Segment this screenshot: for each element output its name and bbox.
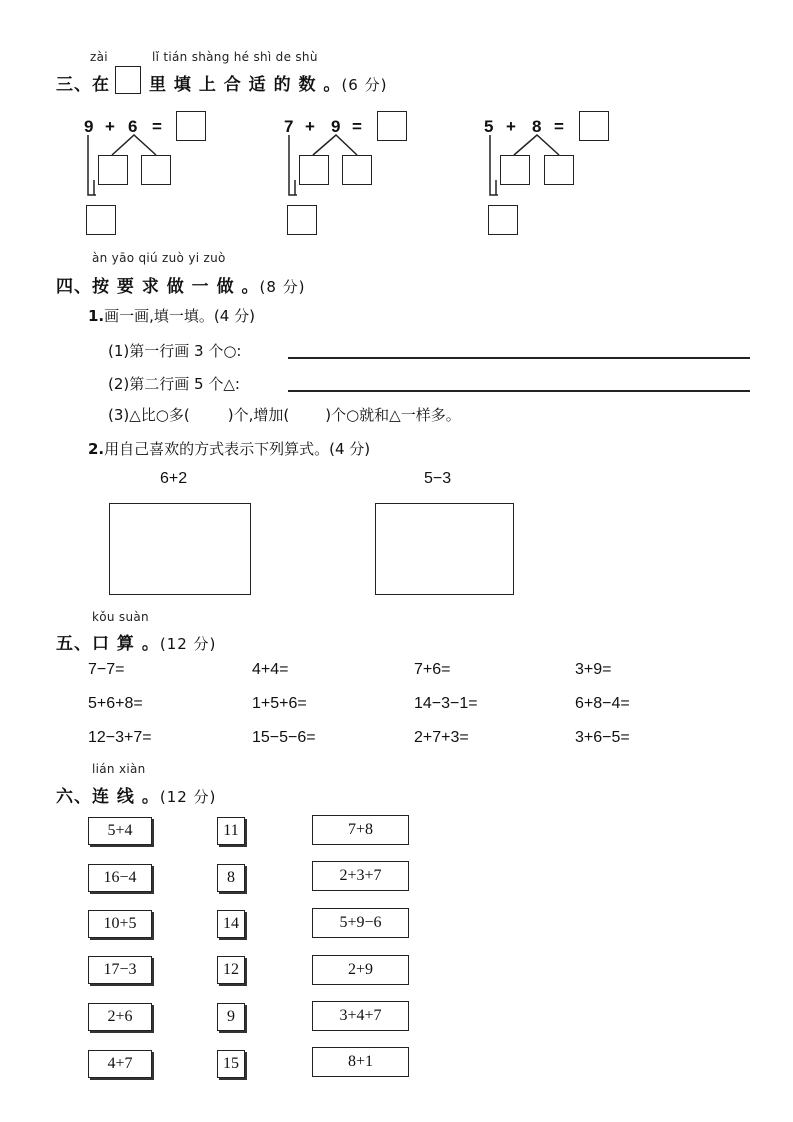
q2-expr-2: 5−3 <box>424 470 452 487</box>
match-number-card-4[interactable]: 12 <box>217 956 245 984</box>
section5-score: (12 分) <box>159 635 217 653</box>
match-number-card-3[interactable]: 14 <box>217 910 245 938</box>
calc-r3-c2: 15−5−6= <box>252 729 316 746</box>
problem-1-bracket <box>88 135 96 195</box>
pinyin-zai: zài <box>90 50 108 64</box>
section4-pinyin: àn yāo qiú zuò yi zuò <box>92 251 226 265</box>
calc-r1-c1: 7−7= <box>88 661 125 678</box>
section5-title: 五、口 算 。(12 分) <box>56 634 217 654</box>
calc-r2-c2: 1+5+6= <box>252 695 307 712</box>
section3-prefix: 三、在 <box>56 75 110 95</box>
problem-2-eq: = <box>352 117 362 136</box>
q1-text: 画一画,填一填。(4 分) <box>104 307 255 325</box>
calc-r3-c1: 12−3+7= <box>88 729 152 746</box>
match-right-card-4[interactable]: 2+9 <box>312 955 409 985</box>
q1-line2-label: (2)第二行画 5 个△: <box>108 375 240 393</box>
match-right-card-3[interactable]: 5+9−6 <box>312 908 409 938</box>
section4-title: 四、按 要 求 做 一 做 。(8 分) <box>56 277 306 297</box>
problem-3-addend-a: 5 <box>484 117 494 136</box>
problem-2-op: + <box>305 117 315 136</box>
section3-pinyin: lǐ tián shàng hé shì de shù <box>152 50 318 64</box>
match-number-card-2[interactable]: 8 <box>217 864 245 892</box>
match-number-card-5[interactable]: 9 <box>217 1003 245 1031</box>
match-left-card-2[interactable]: 16−4 <box>88 864 152 892</box>
section6-score: (12 分) <box>159 788 217 806</box>
problem-1-addend-b: 6 <box>128 117 138 136</box>
problem-1-branch <box>112 135 156 155</box>
calc-r3-c3: 2+7+3= <box>414 729 469 746</box>
match-right-card-2[interactable]: 2+3+7 <box>312 861 409 891</box>
q2-drawing-box-1[interactable] <box>109 503 251 595</box>
problem-1-op: + <box>105 117 115 136</box>
section5-pinyin: kǒu suàn <box>92 610 149 624</box>
calc-r2-c1: 5+6+8= <box>88 695 143 712</box>
match-left-card-4[interactable]: 17−3 <box>88 956 152 984</box>
match-number-card-6[interactable]: 15 <box>217 1050 245 1078</box>
match-right-card-6[interactable]: 8+1 <box>312 1047 409 1077</box>
problem-3-branch <box>514 135 559 155</box>
problem-3-op: + <box>506 117 516 136</box>
q1-line1-label: (1)第一行画 3 个○: <box>108 342 242 360</box>
q1-line1-answer-line[interactable] <box>288 357 750 359</box>
match-left-card-3[interactable]: 10+5 <box>88 910 152 938</box>
section6-pinyin: lián xiàn <box>92 762 146 776</box>
problem-3-addend-b: 8 <box>532 117 542 136</box>
q1-line3: (3)△比○多( )个,增加( )个○就和△一样多。 <box>108 406 461 424</box>
q2-text: 用自己喜欢的方式表示下列算式。(4 分) <box>104 440 371 458</box>
calc-r1-c4: 3+9= <box>575 661 612 678</box>
q2-number: 2. <box>88 440 105 458</box>
match-left-card-1[interactable]: 5+4 <box>88 817 152 845</box>
calc-r1-c2: 4+4= <box>252 661 289 678</box>
problem-3-bracket <box>490 135 498 195</box>
problem-1-eq: = <box>152 117 162 136</box>
q1-heading <box>88 305 255 326</box>
problem-3-eq: = <box>554 117 564 136</box>
problem-1-addend-a: 9 <box>84 117 94 136</box>
q2-drawing-box-2[interactable] <box>375 503 514 595</box>
calc-r1-c3: 7+6= <box>414 661 451 678</box>
match-left-card-5[interactable]: 2+6 <box>88 1003 152 1031</box>
q2-heading <box>88 438 370 459</box>
problem-2-addend-b: 9 <box>331 117 341 136</box>
problem-2-branch <box>313 135 357 155</box>
match-right-card-1[interactable]: 7+8 <box>312 815 409 845</box>
section6-title: 六、连 线 。(12 分) <box>56 787 217 807</box>
calc-r2-c3: 14−3−1= <box>414 695 478 712</box>
section3-title: 里 填 上 合 适 的 数 。(6 分) <box>149 75 388 95</box>
match-right-card-5[interactable]: 3+4+7 <box>312 1001 409 1031</box>
calc-r2-c4: 6+8−4= <box>575 695 630 712</box>
q2-expr-1: 6+2 <box>160 470 188 487</box>
section4-score: (8 分) <box>259 278 306 296</box>
q1-number: 1. <box>88 307 105 325</box>
problem-2-addend-a: 7 <box>284 117 294 136</box>
match-number-card-1[interactable]: 11 <box>217 817 245 845</box>
section3-score: (6 分) <box>341 76 388 94</box>
q1-line2-answer-line[interactable] <box>288 390 750 392</box>
match-left-card-6[interactable]: 4+7 <box>88 1050 152 1078</box>
calc-r3-c4: 3+6−5= <box>575 729 630 746</box>
problem-2-bracket <box>289 135 297 195</box>
